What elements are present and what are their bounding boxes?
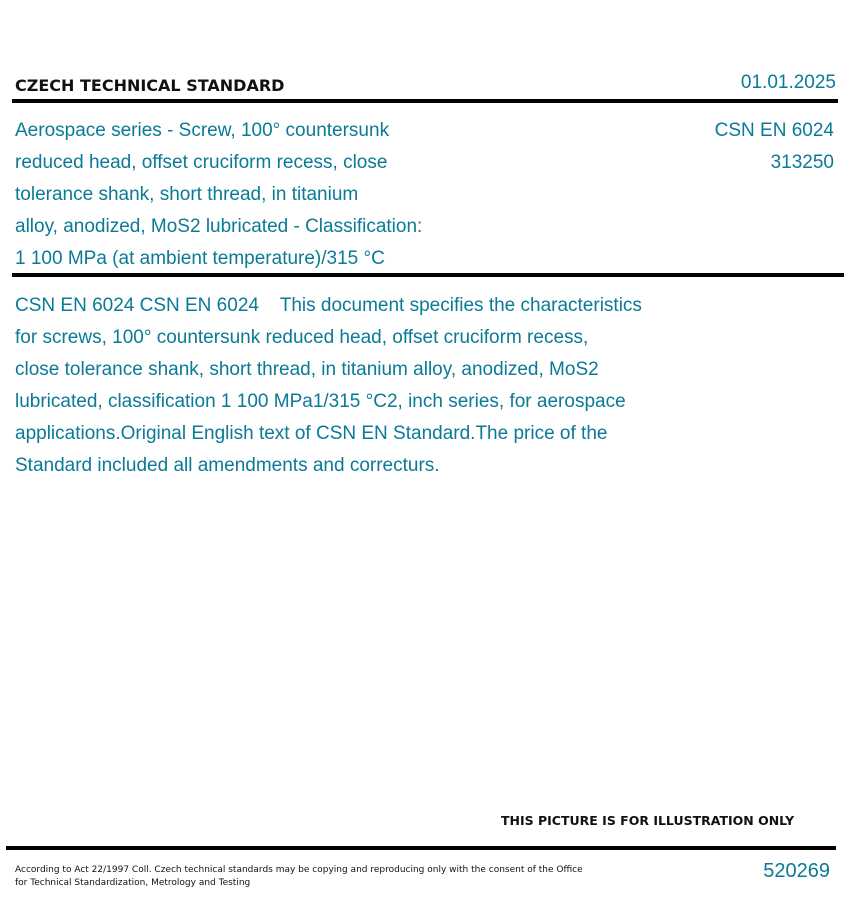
description-line: Standard included all amendments and correcturs. — [15, 455, 440, 476]
description-line: CSN EN 6024 CSN EN 6024 This document specifies the characteristics — [15, 295, 642, 316]
legal-line: According to Act 22/1997 Coll. Czech technical standards may be copying and reproducing only with the consent of the Office — [15, 865, 583, 875]
top-rule — [12, 99, 838, 103]
title-line: alloy, anodized, MoS2 lubricated - Classification: — [15, 216, 423, 237]
product-code: 520269 — [763, 860, 830, 882]
description-line: close tolerance shank, short thread, in titanium alloy, anodized, MoS2 — [15, 359, 599, 380]
description-line: for screws, 100° countersunk reduced head, offset cruciform recess, — [15, 327, 589, 348]
standard-designation: CSN EN 6024 — [714, 120, 834, 141]
legal-notice — [15, 864, 615, 890]
description — [15, 290, 745, 482]
title-line: Aerospace series - Screw, 100° countersunk — [15, 120, 390, 141]
header-label: CZECH TECHNICAL STANDARD — [15, 76, 285, 95]
description-line: applications.Original English text of CSN EN Standard.The price of the — [15, 423, 608, 444]
legal-line: for Technical Standardization, Metrology and Testing — [15, 878, 251, 888]
bottom-rule — [6, 846, 836, 850]
standard-title — [15, 115, 495, 275]
illustration-note: THIS PICTURE IS FOR ILLUSTRATION ONLY — [501, 813, 795, 828]
publication-date: 01.01.2025 — [740, 72, 836, 93]
catalog-number: 313250 — [770, 152, 834, 173]
title-line: reduced head, offset cruciform recess, close — [15, 152, 388, 173]
title-line: 1 100 MPa (at ambient temperature)/315 °C — [15, 248, 385, 269]
description-line: lubricated, classification 1 100 MPa1/315 °C2, inch series, for aerospace — [15, 391, 626, 412]
standard-identifier — [715, 115, 834, 179]
middle-rule — [12, 273, 844, 277]
title-line: tolerance shank, short thread, in titanium — [15, 184, 359, 205]
